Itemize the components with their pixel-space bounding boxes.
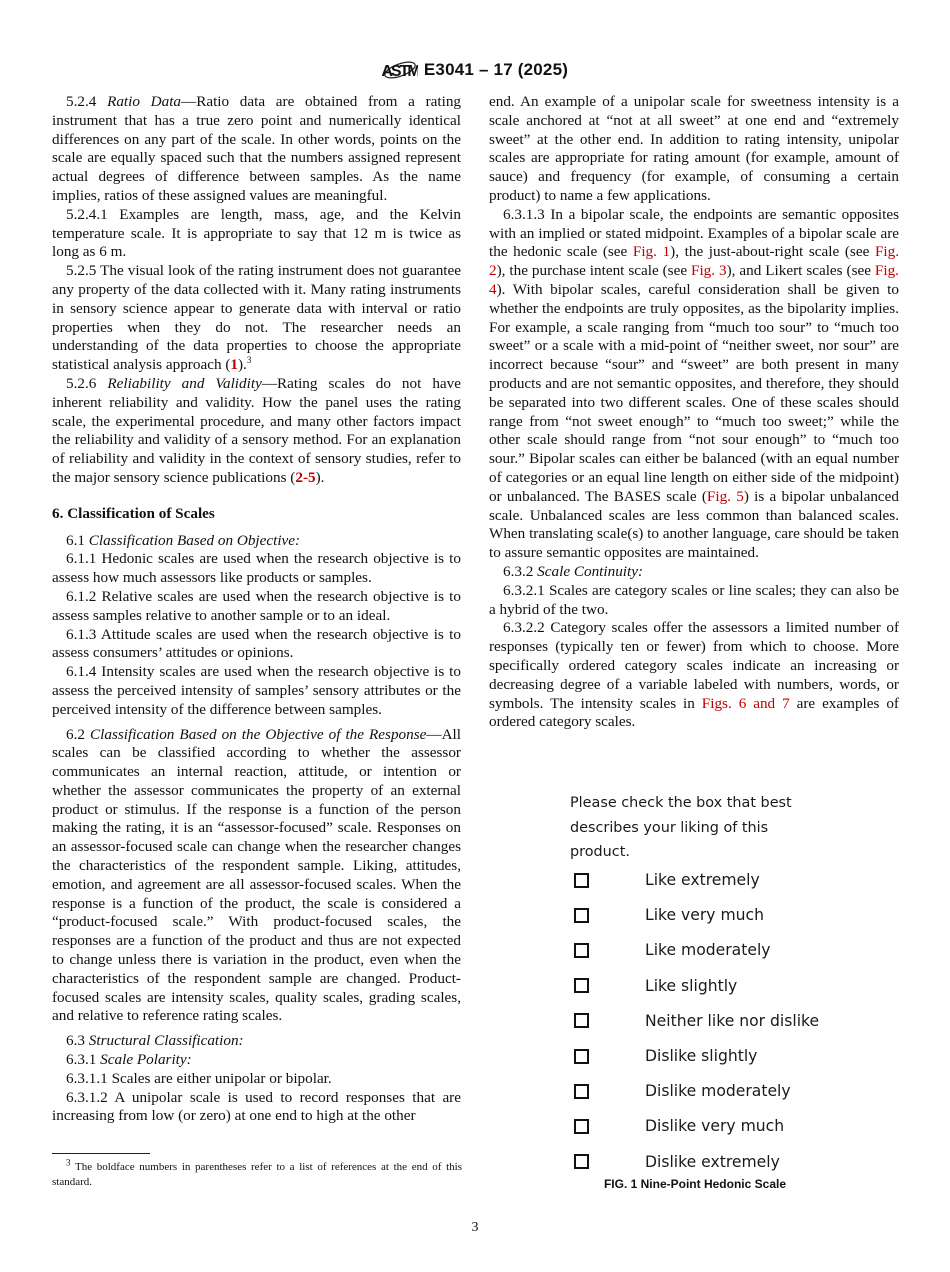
fig-4-link[interactable]: Fig. 4 bbox=[489, 262, 899, 298]
standard-designation: E3041 – 17 (2025) bbox=[423, 60, 569, 79]
page-header bbox=[0, 56, 950, 84]
checkbox-icon bbox=[574, 943, 589, 958]
svg-text:ASTM: ASTM bbox=[381, 63, 418, 80]
paragraph-title: Reliability and Validity bbox=[107, 374, 262, 392]
paragraph-6-3-2-2: 6.3.2.2 Category scales offer the assessors a limited number of responses (typically ten or fewer) from which to choose. More specifically ordered category scales indicate an increasing or decreasing degree of a variable labeled with numbers, words, or symbols. The intensity scales in Figs. 6 and 7 are examples of ordered category scales. bbox=[489, 619, 899, 731]
scale-option: Like very much bbox=[570, 898, 870, 933]
paragraph-6-3-1-2: 6.3.1.2 A unipolar scale is used to record responses that are increasing from low (or zero) at one end to high at the other bbox=[52, 1088, 461, 1125]
paragraph-6-3-2: 6.3.2 Scale Continuity: bbox=[503, 562, 644, 580]
paragraph-6-3-1-2-continued: end. An example of a unipolar scale for sweetness intensity is a scale anchored at “not at all sweet” at one end and “extremely sweet” at the other end. In addition to rating intensity, unipolar scales are appropriate for rating amount (for example, amount of sauce) and frequency (for example, of consuming a certain product) to name a few applications. bbox=[489, 93, 899, 204]
page-number: 3 bbox=[471, 1220, 479, 1235]
checkbox-icon bbox=[574, 978, 589, 993]
figure-prompt-line: Please check the box that best bbox=[570, 795, 792, 811]
fig-2-link[interactable]: Fig. 2 bbox=[489, 243, 899, 280]
reference-link-1[interactable]: 1 bbox=[230, 356, 238, 374]
scale-option: Neither like nor dislike bbox=[570, 1003, 870, 1038]
footnote-number: 3 bbox=[66, 1157, 71, 1168]
figs-6-7-link[interactable]: Figs. 6 and 7 bbox=[701, 694, 790, 712]
scale-option: Like slightly bbox=[570, 968, 870, 1003]
scale-option: Dislike extremely bbox=[570, 1144, 870, 1179]
astm-logo-icon bbox=[382, 56, 418, 84]
paragraph-6-2: 6.2 Classification Based on the Objective of the Response—All scales can be classified according to whether the assessor communicates an internal reaction, attitude, or intention or whether the assessor communicates the property of an external product or stimulus. If the response is a function of the person making the rating, it is an “assessor-focused” scale. Responses on an assessor-focused scale can change when the researcher changes the characteristics of the respondent sample. Liking, attitudes, emotion, and agreement are all assessor-focused scales. When the response is a function of the product, the scale is considered a “product-focused scale.” With product-focused scales, the responses are a function of the product and thus are not expected to change unless there is variation in the product, even when the characteristics of the respondent sample are changed. Product-focused scales are intensity scales, quality scales, grading scales, and relative to reference rating scales. bbox=[52, 725, 461, 1025]
paragraph-6-3-1-1: 6.3.1.1 Scales are either unipolar or bipolar. bbox=[66, 1069, 332, 1087]
paragraph-5-2-4: 5.2.4 Ratio Data—Ratio data are obtained from a rating instrument that has a true zero point and numerically identical differences on any part of the scale. In other words, points on the scale are equally spaced such that the numbers assigned represent actual degrees of difference between samples. As the name implies, ratios of these assigned values are meaningful. bbox=[52, 93, 462, 204]
footnote: $^3$ The boldface numbers in parentheses refer to a list of references at the end of this standard. bbox=[52, 1157, 462, 1188]
footnote-divider bbox=[52, 1153, 150, 1154]
checkbox-icon bbox=[574, 908, 589, 923]
checkbox-icon bbox=[574, 873, 589, 888]
paragraph-6-1-3: 6.1.3 Attitude scales are used when the research objective is to assess consumers’ attitudes or opinions. bbox=[52, 625, 461, 662]
figure-prompt-line: product. bbox=[570, 844, 630, 860]
figure-prompt-line: describes your liking of this bbox=[570, 819, 769, 836]
checkbox-icon bbox=[574, 1154, 589, 1169]
paragraph-6-1-2: 6.1.2 Relative scales are used when the research objective is to assess samples relative to another sample or to an ideal. bbox=[52, 587, 461, 624]
right-column bbox=[489, 93, 899, 732]
paragraph-6-3-1: 6.3.1 Scale Polarity: bbox=[66, 1051, 192, 1069]
checkbox-icon bbox=[574, 1013, 589, 1028]
fig-1-link[interactable]: Fig. 1 bbox=[632, 243, 671, 261]
figure-1-hedonic-scale bbox=[570, 791, 870, 1179]
fig-5-link[interactable]: Fig. 5 bbox=[706, 487, 744, 505]
paragraph-5-2-6: 5.2.6 Reliability and Validity—Rating scales do not have inherent reliability and validity. How the panel uses the rating scale, the experimental procedure, and many other factors impact the reliability and validity of a sensory method. For an explanation of reliability and validity in the context of sensory studies, refer to the major sensory science publications (2-5). bbox=[52, 374, 461, 486]
paragraph-6-3: 6.3 Structural Classification: bbox=[66, 1032, 244, 1050]
checkbox-icon bbox=[574, 1084, 589, 1099]
figure-caption: FIG. 1 Nine-Point Hedonic Scale bbox=[603, 1177, 787, 1191]
paragraph-5-2-5: 5.2.5 The visual look of the rating instrument does not guarantee any property of the data collected with it. Many rating instruments in sensory science appear to generate data with interval or ratio properties when they do not. The researcher needs an understanding of the data properties to choose the appropriate statistical analysis approach (1).$^3$ bbox=[52, 262, 461, 374]
paragraph-title: Ratio Data bbox=[107, 93, 182, 110]
checkbox-icon bbox=[574, 1049, 589, 1064]
scale-option: Dislike slightly bbox=[570, 1038, 870, 1073]
scale-option: Dislike moderately bbox=[570, 1074, 870, 1109]
paragraph-6-1-1: 6.1.1 Hedonic scales are used when the research objective is to assess how much assessors like products or samples. bbox=[52, 550, 461, 587]
scale-option: Like moderately bbox=[570, 933, 870, 968]
paragraph-6-1-4: 6.1.4 Intensity scales are used when the research objective is to assess the perceived intensity of samples’ sensory attributes or the perceived intensity of the difference between samples. bbox=[52, 663, 461, 718]
section-heading-6: 6. Classification of Scales bbox=[52, 504, 215, 522]
scale-option: Dislike very much bbox=[570, 1109, 870, 1144]
paragraph-6-3-2-1: 6.3.2.1 Scales are category scales or line scales; they can also be a hybrid of the two. bbox=[489, 581, 899, 618]
footnote-marker[interactable]: 3 bbox=[246, 355, 252, 366]
left-column bbox=[52, 93, 461, 1126]
scale-option: Like extremely bbox=[570, 863, 870, 898]
fig-3-link[interactable]: Fig. 3 bbox=[691, 262, 727, 280]
paragraph-6-3-1-3: 6.3.1.3 In a bipolar scale, the endpoints are semantic opposites with an implied or stated midpoint. Examples of a bipolar scale are the hedonic scale (see Fig. 1), the just-about-right scale (see Fig. 2), the purchase intent scale (see Fig. 3), and Likert scales (see Fig. 4). With bipolar scales, careful consideration shall be given to whether the endpoints are truly opposites, as the bipolarity implies. For example, a scale ranging from “much too sour” to “much too sweet” or a scale with a mid-point of “neither sweet, nor sour” are incorrect because “sour” and “sweet” are both present in many products and are not semantic opposites, and therefore, they should be separated into two different scales. One of these scales should range from “not sweet enough” to “much too sweet;” while the other scale should range from “not sour enough” to “much too sour.” Bipolar scales can either be balanced (with an equal number of categories or an equal line length on either side of the midpoint) or unbalanced. The BASES scale (Fig. 5) is a bipolar unbalanced scale. Unbalanced scales are less common than balanced scales. When translating scale(s) to another language, care should be taken to assure semantic opposites are maintained. bbox=[489, 205, 899, 562]
checkbox-icon bbox=[574, 1119, 589, 1134]
paragraph-5-2-4-1: 5.2.4.1 Examples are length, mass, age, and the Kelvin temperature scale. It is appropriate to say that 12 m is twice as long as 6 m. bbox=[52, 205, 461, 261]
reference-link-2-5[interactable]: 2-5 bbox=[295, 468, 316, 486]
paragraph-6-1: 6.1 Classification Based on Objective: bbox=[66, 531, 301, 549]
